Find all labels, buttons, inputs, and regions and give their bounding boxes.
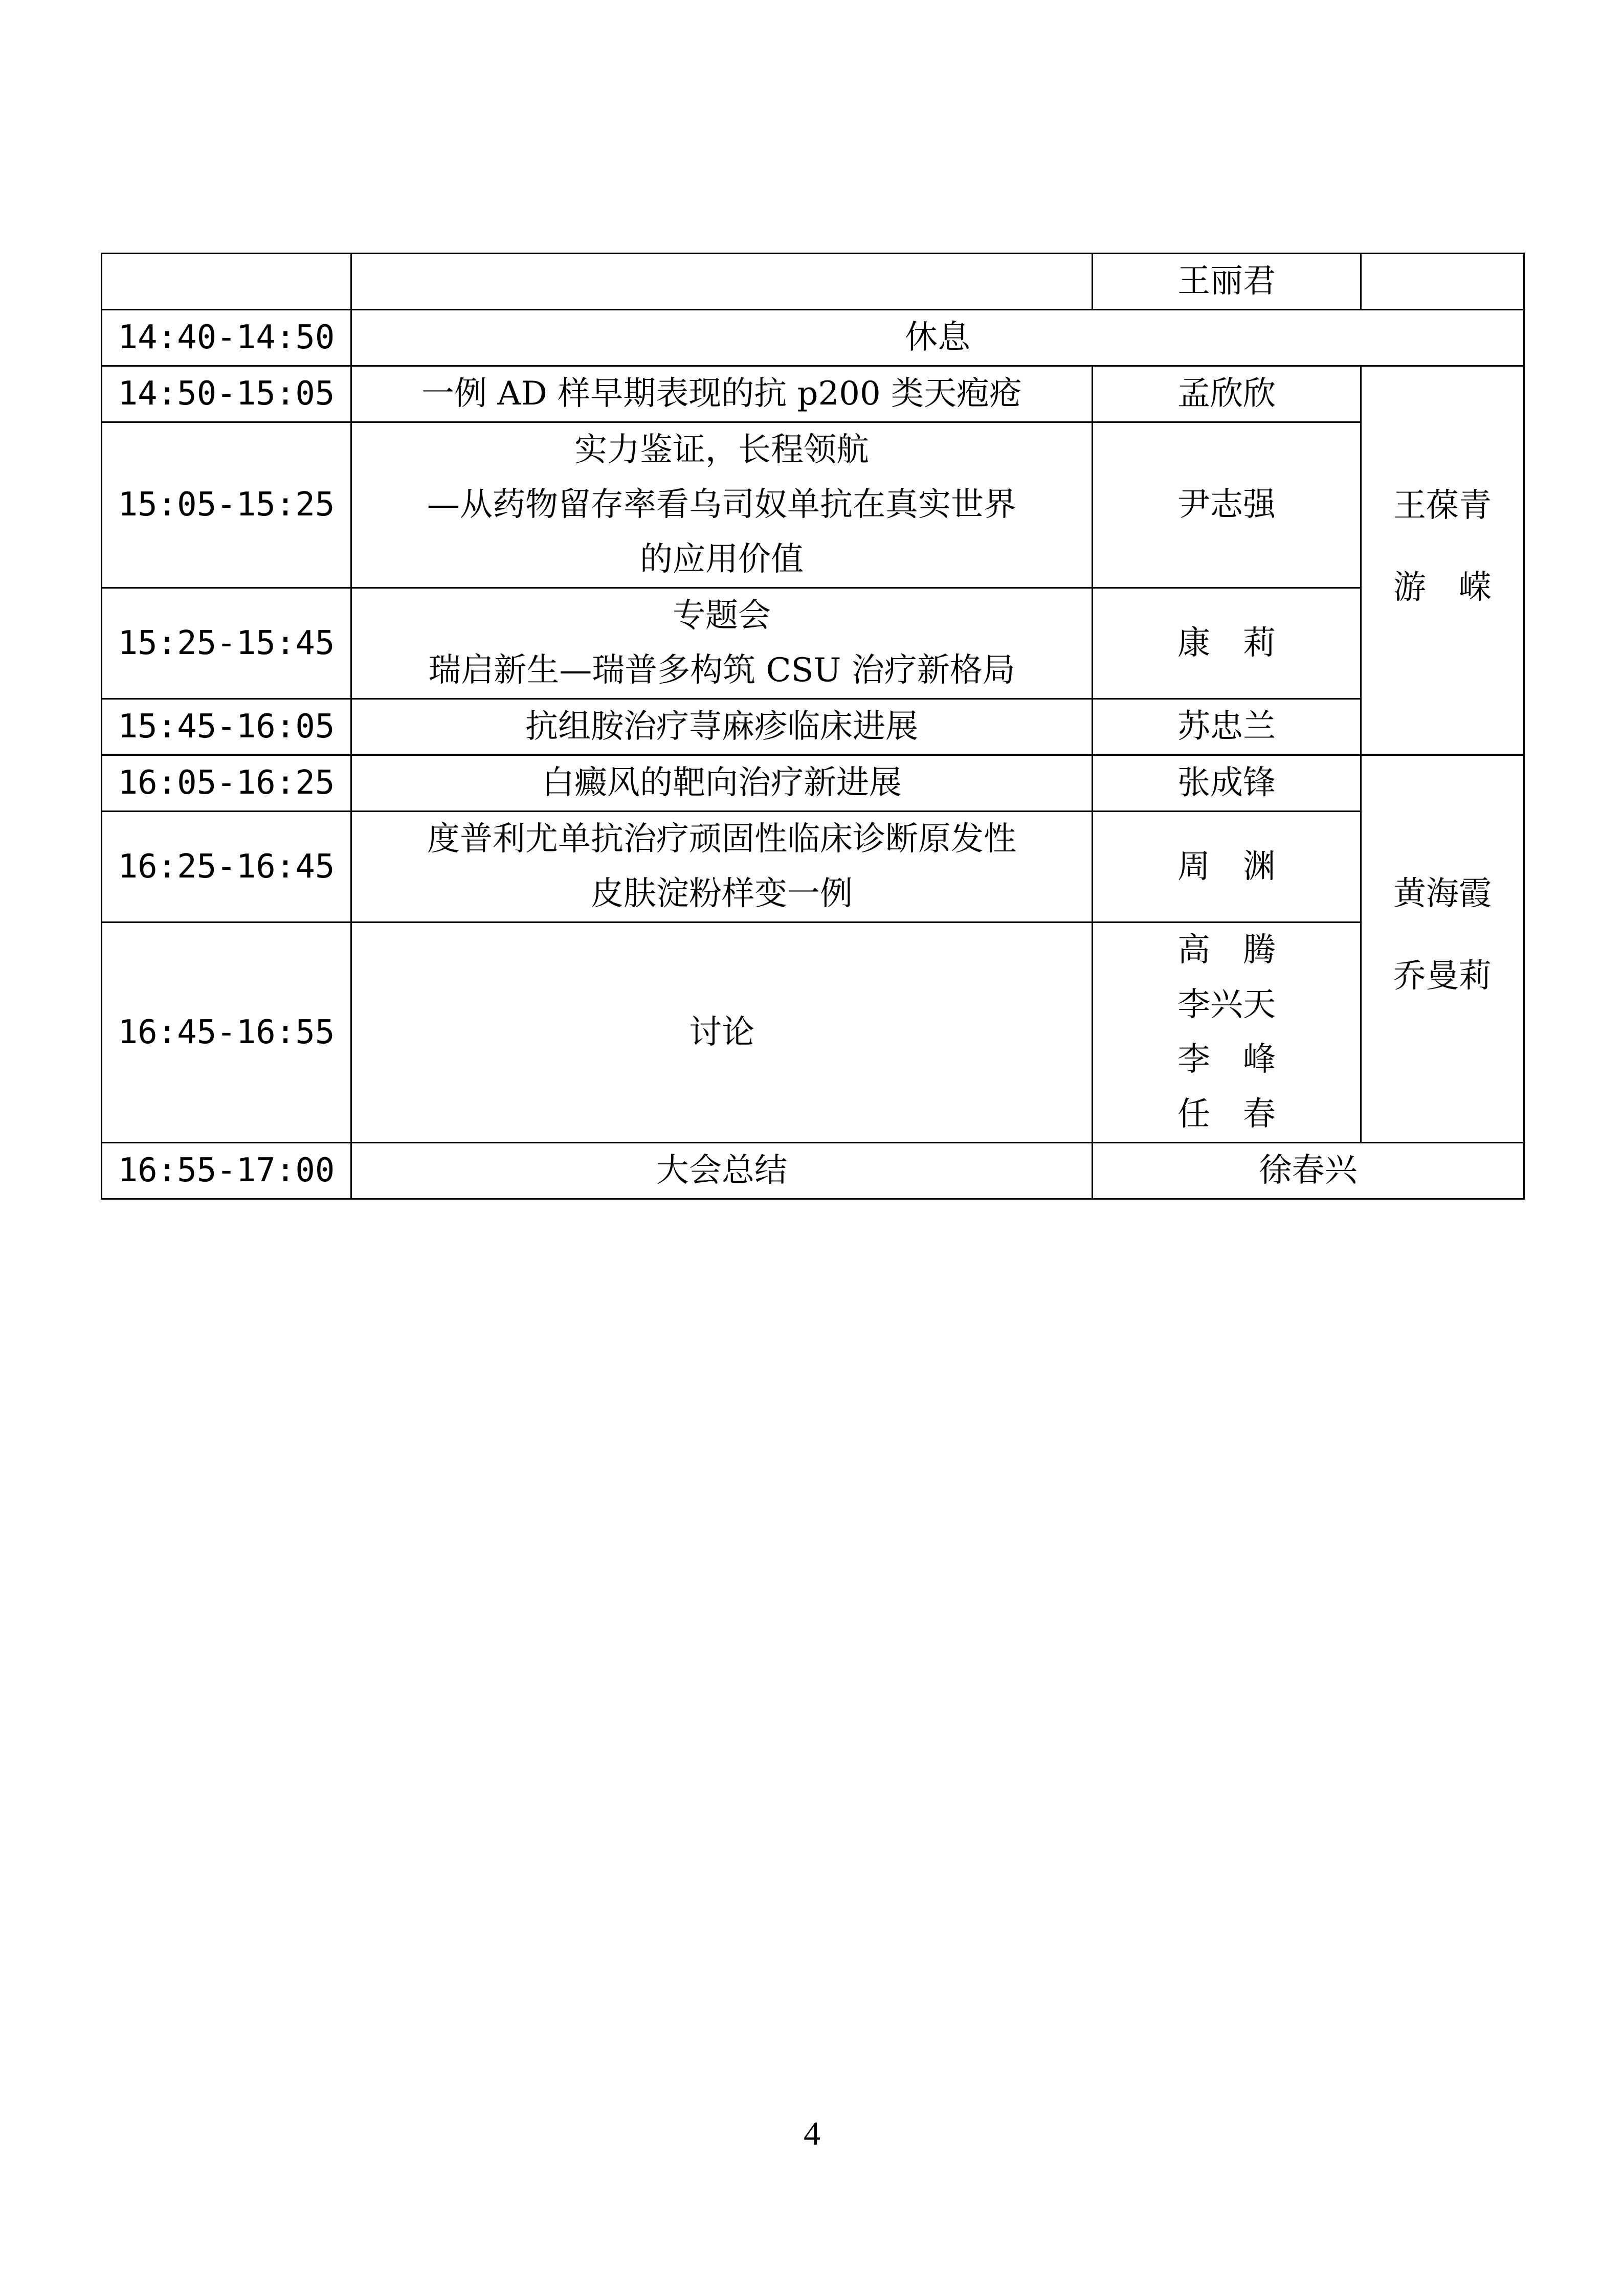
time-cell: 14:50-15:05 [102,366,351,422]
topic-line: —从药物留存率看乌司奴单抗在真实世界 [427,486,1016,524]
topic-line: 抗组胺治疗荨麻疹临床进展 [525,708,918,746]
topic-line: 瑞启新生—瑞普多构筑 CSU 治疗新格局 [428,651,1015,689]
time-cell: 16:05-16:25 [102,755,351,812]
topic-line: 实力鉴证，长程领航 [574,431,869,469]
spacer [1367,615,1518,670]
speaker-cell [1093,812,1361,922]
topic-line: 白癜风的靶向治疗新进展 [542,764,902,802]
moderator-cell [1361,254,1524,310]
topic-cell [351,1143,1093,1199]
topic-cell [351,254,1093,310]
topic-cell [351,812,1093,922]
time-cell: 14:40-14:50 [102,310,351,366]
table-row [102,699,1524,755]
moderator-name: 游 嵘 [1393,569,1492,606]
speaker-cell [1093,699,1361,755]
speaker-name: 张成锋 [1177,764,1276,802]
topic-line: 的应用价值 [640,541,804,578]
speaker-name: 周 渊 [1177,847,1276,886]
table-row [102,755,1524,812]
table-row [102,254,1524,310]
table-row [102,422,1524,588]
moderator-cell [1361,755,1524,1143]
speaker-name: 李 峰 [1177,1041,1276,1078]
table-row [102,812,1524,922]
time-cell [102,254,351,310]
topic-cell [351,755,1093,812]
speaker-cell [1093,422,1361,588]
speaker-name: 任 春 [1177,1095,1276,1133]
time-cell: 15:45-16:05 [102,699,351,755]
table-row [102,922,1524,1143]
topic-line: 大会总结 [656,1152,787,1189]
topic-cell [351,699,1093,755]
time-cell: 16:55-17:00 [102,1143,351,1199]
speaker-name: 苏忠兰 [1177,708,1276,746]
speaker-name: 李兴天 [1177,986,1276,1024]
moderator-name: 黄海霞 [1393,875,1492,913]
topic-line: 休息 [905,319,970,356]
time-cell: 15:25-15:45 [102,588,351,699]
table-row [102,366,1524,422]
topic-cell [351,310,1524,366]
schedule-table [101,253,1525,1200]
moderator-cell [1361,366,1524,755]
speaker-name: 徐春兴 [1259,1152,1358,1189]
page-number: 4 [804,2115,820,2152]
topic-line: 一例 AD 样早期表现的抗 p200 类天疱疮 [421,375,1022,413]
speaker-cell [1093,755,1361,812]
topic-line: 皮肤淀粉样变一例 [591,875,853,913]
time-cell: 15:05-15:25 [102,422,351,588]
topic-line: 专题会 [673,597,771,635]
moderator-name: 王葆青 [1393,487,1492,525]
speaker-cell [1093,254,1361,310]
speaker-name: 康 莉 [1177,624,1276,662]
speaker-name: 孟欣欣 [1177,375,1276,413]
time-cell: 16:25-16:45 [102,812,351,922]
topic-cell [351,922,1093,1143]
speaker-cell [1093,366,1361,422]
speaker-cell [1093,588,1361,699]
topic-line: 讨论 [689,1013,754,1051]
topic-line: 度普利尤单抗治疗顽固性临床诊断原发性 [427,820,1016,858]
topic-cell [351,588,1093,699]
speaker-name: 尹志强 [1177,486,1276,524]
topic-cell [351,422,1093,588]
speaker-cell [1093,922,1361,1143]
table-row [102,1143,1524,1199]
time-cell: 16:45-16:55 [102,922,351,1143]
topic-cell [351,366,1093,422]
table-row [102,588,1524,699]
moderator-name: 乔曼莉 [1393,957,1492,995]
speaker-cell [1093,1143,1524,1199]
speaker-name: 高 腾 [1177,931,1276,969]
table-row [102,310,1524,366]
speaker-name: 王丽君 [1177,262,1276,300]
